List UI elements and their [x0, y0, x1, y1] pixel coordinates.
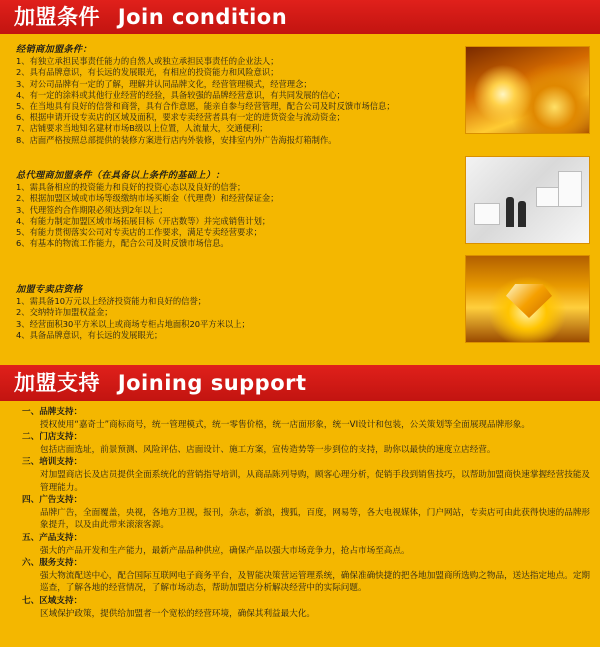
businessman-figure — [518, 201, 526, 227]
list-item: 3、对公司品牌有一定的了解，理解并认同品牌文化，经营管理模式，经营理念； — [16, 78, 312, 89]
list-item: 5、有能力贯彻落实公司对专卖店的工作要求，满足专卖经营要求； — [16, 227, 262, 238]
support-text: 区域保护政策，提供给加盟者一个宽松的经营环境，确保其利益最大化。 — [40, 608, 316, 619]
store-qualification-title: 加盟专卖店资格 — [16, 284, 83, 295]
puzzle-block — [474, 203, 500, 225]
list-item: 3、代理签约合作期限必须达到2年以上； — [16, 204, 168, 215]
gold-coins-image — [465, 46, 590, 134]
list-item: 2、交纳特许加盟权益金； — [16, 307, 113, 318]
join-condition-banner — [0, 0, 600, 34]
list-item: 2、根据加盟区域或市场等级缴纳市场买断金（代理费）和经营保证金； — [16, 193, 279, 204]
support-item — [22, 532, 592, 557]
list-item: 3、经营面积30平方米以上或商场专柜占地面积20平方米以上； — [16, 318, 250, 329]
dealer-conditions-section — [16, 44, 456, 146]
list-item: 6、有基本的物流工作能力，配合公司及时反馈市场信息。 — [16, 238, 229, 249]
list-item: 8、店面严格按照总部提供的装修方案进行店内外装修，安排室内外广告海报灯箱制作。 — [16, 134, 337, 145]
support-heading: 六、服务支持： — [22, 558, 83, 569]
support-text: 包括店面选址，前景预测、风险评估、店面设计、施工方案，宣传造势等一步到位的支持，助你以最快的速度立店经营。 — [40, 444, 496, 455]
dealer-conditions-title: 经销商加盟条件： — [16, 44, 92, 55]
business-puzzle-image — [465, 156, 590, 244]
list-item: 6、根据申请开设专卖店的区域及面积，要求专卖经营者具有一定的进货资金与流动资金； — [16, 112, 345, 123]
support-item — [22, 494, 592, 532]
support-heading: 七、区域支持： — [22, 595, 83, 606]
general-agent-conditions-section — [16, 170, 456, 249]
general-agent-conditions-title: 总代理商加盟条件（在具备以上条件的基础上）： — [16, 170, 225, 181]
support-heading: 一、品牌支持： — [22, 407, 83, 417]
support-text: 强大物流配送中心，配合国际互联网电子商务平台，及智能决策营运管理系统，确保准确快捷的把各地加盟商所选购之物品，送达指定地点。定期巡查，了解各地的经营情况，了解市场动态，帮助加盟店分析解决经营中的实际问题。 — [40, 570, 591, 594]
support-heading: 五、产品支持： — [22, 532, 83, 543]
banner-title-en: Join condition — [117, 5, 288, 29]
support-heading: 四、广告支持： — [22, 495, 83, 506]
support-item — [22, 557, 592, 595]
support-item — [22, 431, 592, 456]
list-item: 7、店铺要求当地知名建材市场B级以上位置，人流量大，交通便利； — [16, 123, 268, 134]
support-text: 对加盟商店长及店员提供全面系统化的营销指导培训，从商品陈列导购，顾客心理分析，促销手段到销售技巧，以帮助加盟商快速掌握经营技能及管理能力。 — [40, 469, 591, 493]
list-item: 4、有一定的涂料或其他行业经营的经验，具备较强的品牌经营意识，有共同发展的信心； — [16, 89, 345, 100]
support-item — [22, 456, 592, 494]
diamond-shape — [506, 284, 552, 318]
list-item: 1、有独立承担民事责任能力的自然人或独立承担民事责任的企业法人； — [16, 56, 279, 67]
list-item: 2、具有品牌意识，有长远的发展眼光，有相应的投资能力和风险意识； — [16, 67, 279, 78]
puzzle-block — [558, 171, 582, 207]
list-item: 1、需具备10万元以上经济投资能力和良好的信誉； — [16, 296, 207, 307]
support-list — [22, 406, 592, 620]
support-item — [22, 595, 592, 620]
support-text: 品牌广告，全面覆盖，央视，各地方卫视，报刊，杂志，新浪，搜狐，百度，网易等，各大电视媒体，门户网站，专卖店可由此获得快速的品牌形象提升，以及由此带来滚滚客源。 — [40, 507, 591, 531]
banner-title-en: Joining support — [117, 371, 307, 395]
banner-title-cn: 加盟条件 — [14, 5, 100, 29]
list-item: 4、具备品牌意识，有长远的发展眼光； — [16, 329, 163, 340]
gold-diamond-image — [465, 255, 590, 343]
support-heading: 二、门店支持： — [22, 432, 83, 443]
list-item: 1、需具备相应的投资能力和良好的投资心态以及良好的信誉； — [16, 182, 246, 193]
store-qualification-section — [16, 284, 456, 341]
banner-title-cn: 加盟支持 — [14, 371, 100, 395]
support-text: 授权使用“嘉奇士”商标商号，统一管理模式，统一零售价格，统一店面形象，统一VI设计和包装，公关策划等全面展现品牌形象。 — [40, 419, 530, 430]
list-item: 4、有能力制定加盟区域市场拓展目标（开店数等）并完成销售计划； — [16, 215, 271, 226]
businessman-figure — [506, 197, 514, 227]
support-item — [22, 406, 592, 431]
joining-support-banner — [0, 365, 600, 401]
support-heading: 三、培训支持： — [22, 457, 83, 468]
puzzle-block — [536, 187, 560, 207]
list-item: 5、在当地具有良好的信誉和商誉，具有合作意愿，能亲自参与经营管理，配合公司及时反馈市场信息； — [16, 101, 395, 112]
support-text: 强大的产品开发和生产能力，最新产品品种供应，确保产品以强大市场竞争力，抢占市场至高点。 — [40, 545, 410, 556]
